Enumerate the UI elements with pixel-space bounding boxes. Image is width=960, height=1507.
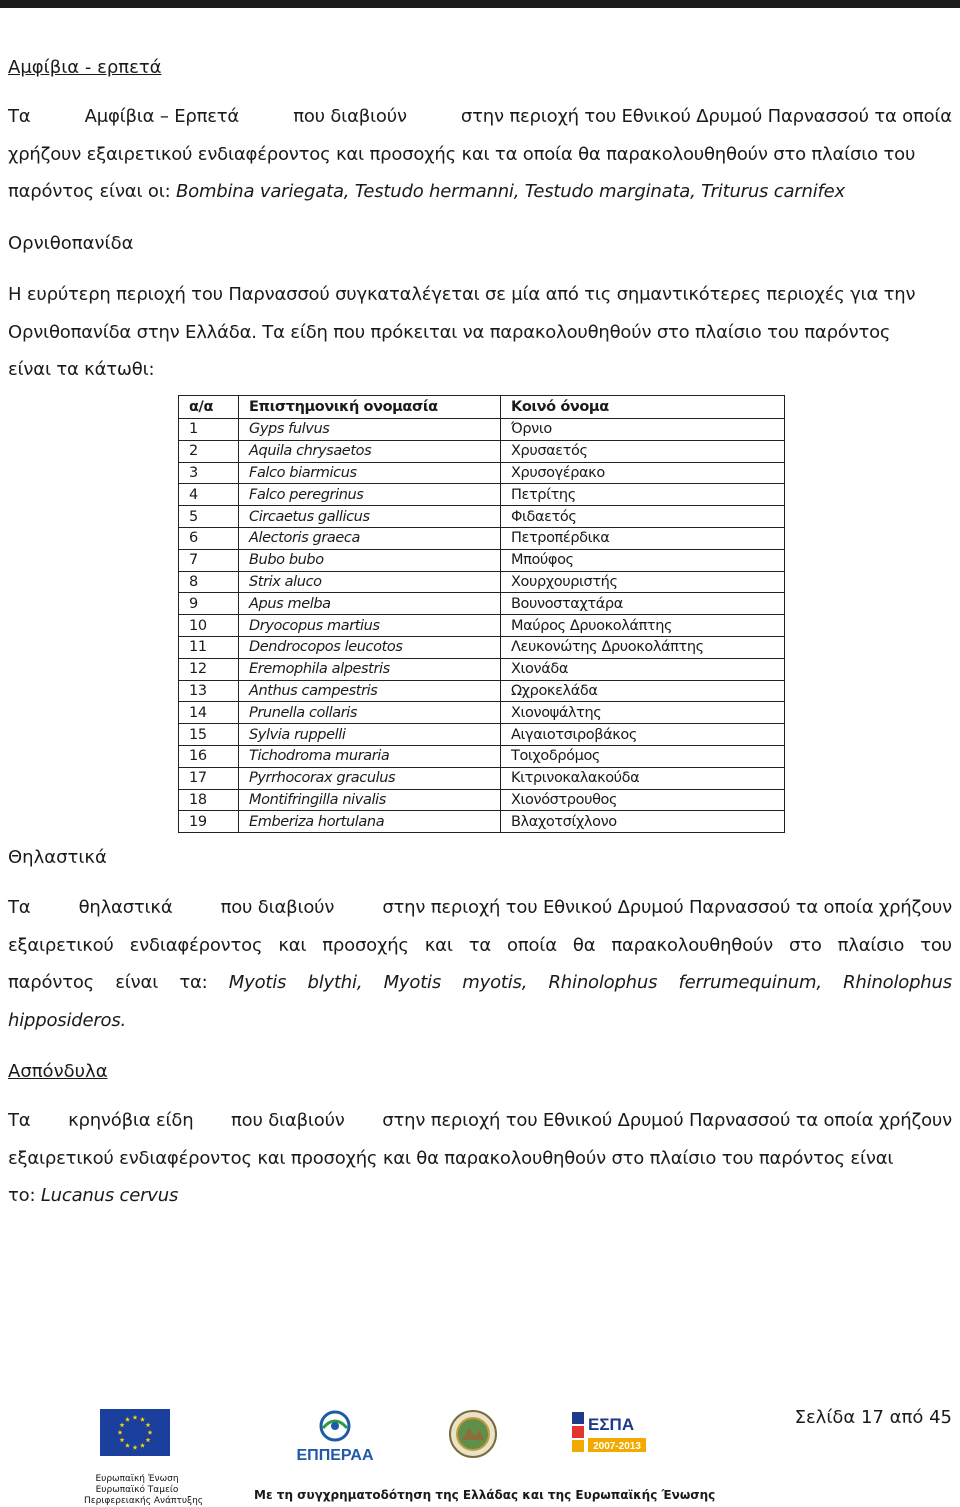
table-row [179,636,785,658]
cell-common-name: Λευκονώτης Δρυοκολάπτης [501,636,785,658]
paragraph-line [8,98,952,136]
table-row [179,484,785,506]
paragraph-line [8,1002,952,1040]
eu-star-icon [125,1417,130,1422]
table-row [179,724,785,746]
species-list: Lucanus cervus [40,1185,179,1206]
cell-number: 17 [179,767,239,789]
heading-amphibians: Αμφίβια - ερπετά [8,57,162,78]
table-row [179,789,785,811]
cell-number: 10 [179,615,239,637]
table-row [179,658,785,680]
word: θηλαστικά [78,897,173,918]
cell-number: 7 [179,549,239,571]
paragraph-invertebrates [8,1102,952,1215]
bird-species-table [178,395,785,833]
cell-scientific-name: Falco biarmicus [239,462,501,484]
cell-number: 2 [179,440,239,462]
word: τα [468,934,492,956]
cell-number: 18 [179,789,239,811]
espa-logo-text: ΕΣΠΑ [588,1415,635,1434]
cell-number: 19 [179,811,239,833]
eu-star-icon [140,1443,145,1448]
word: παρακολουθηθούν [611,934,773,956]
eu-caption-line: Περιφερειακής Ανάπτυξης [84,1496,204,1506]
cell-number: 9 [179,593,239,615]
cell-common-name: Χιονόστρουθος [501,789,785,811]
paragraph-amphibians [8,98,952,211]
word: και [278,934,307,956]
eu-star-icon [120,1422,125,1427]
table-row [179,527,785,549]
word: είναι [115,972,159,993]
cell-number: 4 [179,484,239,506]
cell-common-name: Χρυσογέρακο [501,462,785,484]
table-row [179,593,785,615]
word: που διαβιούν [220,897,335,918]
word: που διαβιούν [231,1110,345,1131]
species-word: blythi, [307,972,363,993]
cell-number: 14 [179,702,239,724]
cell-common-name: Όρνιο [501,419,785,441]
cell-scientific-name: Strix aluco [239,571,501,593]
cell-scientific-name: Dendrocopos leucotos [239,636,501,658]
eu-star-icon [133,1415,138,1420]
table-row [179,419,785,441]
cell-scientific-name: Montifringilla nivalis [239,789,501,811]
word: εξαιρετικού [8,934,114,956]
cell-number: 16 [179,745,239,767]
cell-number: 13 [179,680,239,702]
word: πλαίσιο [837,934,905,956]
word: θα [572,934,596,956]
cell-common-name: Κιτρινοκαλακούδα [501,767,785,789]
word: προσοχής [322,934,409,956]
column-header-number: α/α [179,396,239,419]
cell-common-name: Αιγαιοτσιροβάκος [501,724,785,746]
cell-common-name: Φιδαετός [501,506,785,528]
paragraph-line: Ορνιθοπανίδα στην Ελλάδα. Τα είδη που πρόκειται να παρακολουθηθούν στο πλαίσιο του παρόντος [8,321,891,343]
paragraph-line: χρήζουν εξαιρετικού ενδιαφέροντος και προσοχής και τα οποία θα παρακολουθηθούν στο πλαίσιο του [8,143,916,165]
cell-scientific-name: Falco peregrinus [239,484,501,506]
word: Τα [8,897,31,918]
eu-star-icon [133,1445,138,1450]
ministry-seal-logo [448,1408,498,1460]
cell-number: 15 [179,724,239,746]
table-row [179,506,785,528]
word: Τα [8,106,31,127]
cell-common-name: Πετρίτης [501,484,785,506]
cell-scientific-name: Dryocopus martius [239,615,501,637]
line-text: το: [8,1185,41,1206]
epperaa-logo-text: ΕΠΠΕΡΑΑ [296,1447,374,1464]
species-word: ferrumequinum, [678,972,822,993]
line-text: παρόντος είναι οι: [8,181,176,202]
species-word: myotis, [462,972,528,993]
cell-common-name: Μαύρος Δρυοκολάπτης [501,615,785,637]
cell-scientific-name: Sylvia ruppelli [239,724,501,746]
paragraph-birds [8,276,952,389]
funding-statement: Με τη συγχρηματοδότηση της Ελλάδας και της Ευρωπαϊκής Ένωσης [254,1488,716,1502]
cell-scientific-name: Aquila chrysaetos [239,440,501,462]
cell-common-name: Χιονάδα [501,658,785,680]
cell-scientific-name: Pyrrhocorax graculus [239,767,501,789]
cell-number: 8 [179,571,239,593]
species-word: Rhinolophus [843,972,952,993]
cell-number: 12 [179,658,239,680]
table-row [179,615,785,637]
eu-caption [84,1474,204,1507]
eu-star-icon [120,1437,125,1442]
word: στην περιοχή του Εθνικού Δρυμού Παρνασσού τα οποία [460,106,952,127]
word: ενδιαφέροντος [129,934,263,956]
species-word: hipposideros. [8,1009,127,1031]
cell-common-name: Χιονοψάλτης [501,702,785,724]
eu-star-icon [140,1417,145,1422]
cell-number: 5 [179,506,239,528]
word: Τα [8,1110,31,1131]
cell-scientific-name: Bubo bubo [239,549,501,571]
table-row [179,440,785,462]
species-list: Bombina variegata, Testudo hermanni, Testudo marginata, Triturus carnifex [175,181,845,202]
table-header-row [179,396,785,419]
cell-number: 3 [179,462,239,484]
eu-star-icon [146,1437,151,1442]
eu-caption-line: Ευρωπαϊκή Ένωση [95,1474,179,1484]
heading-mammals: Θηλαστικά [8,847,107,868]
table-row [179,745,785,767]
species-word: Myotis [228,972,287,993]
cell-common-name: Τοιχοδρόμος [501,745,785,767]
word: παρόντος [8,972,95,993]
paragraph-line [8,964,952,1002]
cell-number: 1 [179,419,239,441]
eu-star-icon [146,1422,151,1427]
cell-common-name: Πετροπέρδικα [501,527,785,549]
table-row [179,571,785,593]
word: και [424,934,453,956]
table-row [179,767,785,789]
table-row [179,680,785,702]
heading-birds: Ορνιθοπανίδα [8,233,134,254]
espa-years-text: 2007-2013 [593,1441,641,1452]
cell-scientific-name: Prunella collaris [239,702,501,724]
word: που διαβιούν [293,106,407,127]
top-rule [0,0,960,8]
word: στην περιοχή του Εθνικού Δρυμού Παρνασσού τα οποία χρήζουν [382,1110,952,1131]
cell-common-name: Ωχροκελάδα [501,680,785,702]
cell-scientific-name: Anthus campestris [239,680,501,702]
word: τα: [179,972,208,993]
cell-common-name: Μπούφος [501,549,785,571]
cell-scientific-name: Tichodroma muraria [239,745,501,767]
paragraph-mammals [8,889,952,1039]
species-word: Myotis [383,972,442,993]
paragraph-line: είναι τα κάτωθι: [8,359,155,380]
paragraph-line: Η ευρύτερη περιοχή του Παρνασσού συγκαταλέγεται σε μία από τις σημαντικότερες περιοχές για την [8,284,916,305]
epperaa-logo [280,1408,390,1468]
cell-scientific-name: Alectoris graeca [239,527,501,549]
cell-scientific-name: Circaetus gallicus [239,506,501,528]
cell-scientific-name: Gyps fulvus [239,419,501,441]
heading-invertebrates: Ασπόνδυλα [8,1061,108,1082]
column-header-common-name: Κοινό όνομα [501,396,785,419]
paragraph-line [8,1177,952,1215]
column-header-scientific-name: Επιστημονική ονομασία [239,396,501,419]
word: του [920,934,952,956]
cell-common-name: Χουρχουριστής [501,571,785,593]
paragraph-line [8,173,952,211]
eu-stars-icon [100,1409,170,1456]
eu-star-icon [125,1443,130,1448]
paragraph-line [8,927,952,965]
table-row [179,549,785,571]
word: οποία [507,934,557,956]
cell-scientific-name: Eremophila alpestris [239,658,501,680]
word: Αμφίβια – Ερπετά [84,106,240,127]
word: στο [788,934,822,956]
espa-logo [570,1410,648,1458]
eu-caption-line: Ευρωπαϊκό Ταμείο [95,1485,179,1495]
cell-common-name: Βλαχοτσίχλονο [501,811,785,833]
table-row [179,811,785,833]
paragraph-line: εξαιρετικού ενδιαφέροντος και προσοχής και θα παρακολουθηθούν στο πλαίσιο του παρόντος είναι [8,1147,894,1169]
cell-number: 11 [179,636,239,658]
eu-star-icon [118,1430,123,1435]
table-row [179,702,785,724]
word: στην περιοχή του Εθνικού Δρυμού Παρνασσού τα οποία χρήζουν [382,897,952,918]
cell-number: 6 [179,527,239,549]
paragraph-line [8,889,952,927]
page-number: Σελίδα 17 από 45 [794,1407,952,1428]
eu-star-icon [148,1430,153,1435]
table-row [179,462,785,484]
word: κρηνόβια είδη [68,1110,194,1131]
eu-flag-logo [100,1409,170,1456]
paragraph-line [8,1102,952,1140]
cell-scientific-name: Apus melba [239,593,501,615]
cell-common-name: Βουνοσταχτάρα [501,593,785,615]
cell-scientific-name: Emberiza hortulana [239,811,501,833]
species-word: Rhinolophus [548,972,658,993]
cell-common-name: Χρυσαετός [501,440,785,462]
